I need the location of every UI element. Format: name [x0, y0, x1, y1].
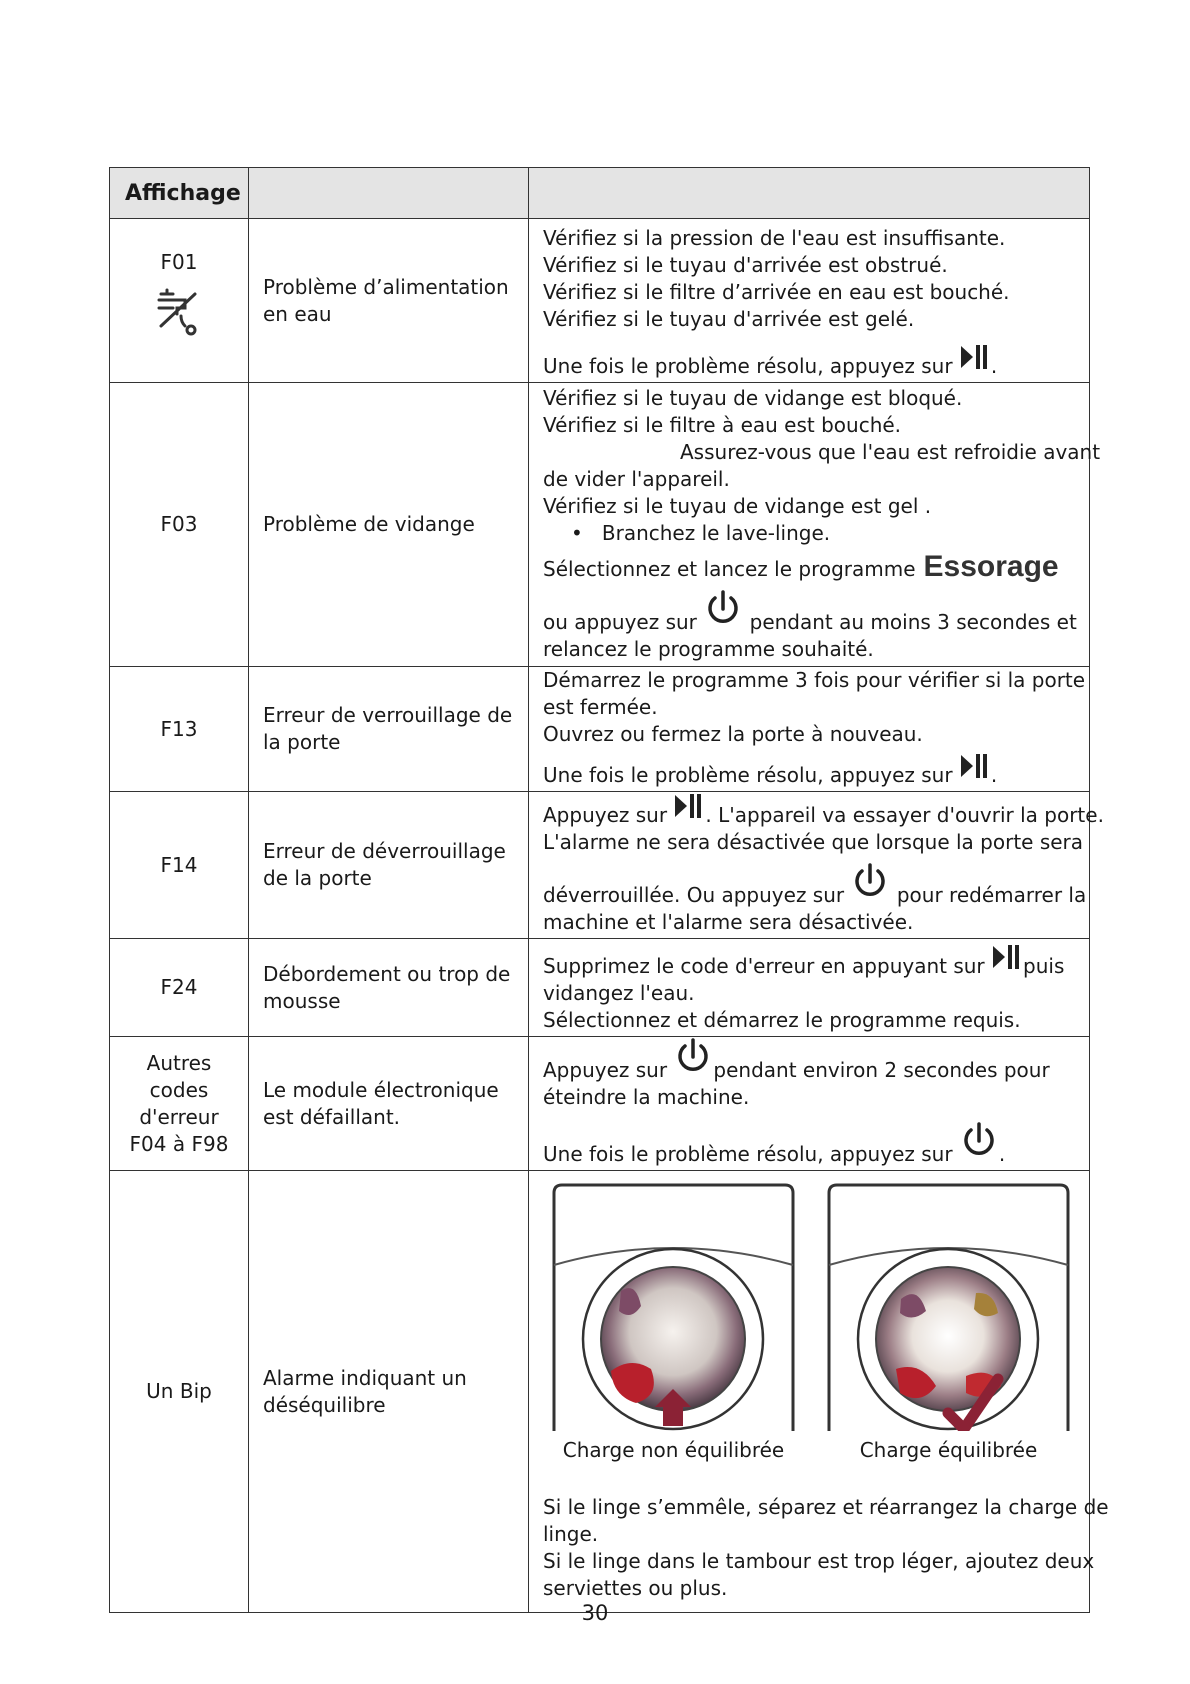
solution-text: pour redémarrer la — [896, 883, 1087, 907]
code-cell: F03 — [110, 383, 249, 667]
error-code-table — [109, 167, 1109, 1613]
balanced-drum-illustration — [826, 1181, 1071, 1431]
essorage-label: Essorage — [923, 550, 1059, 583]
solution-line-with-icon — [543, 943, 1079, 980]
beep-solution-text — [543, 1494, 1109, 1602]
description-cell: Problème de vidange — [249, 383, 529, 667]
table-row-f01 — [110, 219, 1090, 383]
desc-line: Erreur de verrouillage de — [263, 703, 513, 727]
table-row-f03 — [110, 383, 1090, 667]
solution-text: ou appuyez sur — [543, 610, 697, 634]
solution-text: puis — [1023, 954, 1065, 978]
unbalanced-drum-illustration — [551, 1181, 796, 1431]
code-line: codes — [149, 1077, 209, 1102]
solution-text: Sélectionnez et lancez le programme — [543, 557, 916, 581]
water-tap-icon — [110, 286, 248, 345]
code-cell: F24 — [110, 939, 249, 1037]
table-header-row — [110, 168, 1090, 219]
solution-line: Vérifiez si le tuyau de vidange est bloqué. — [543, 386, 963, 410]
solution-line-with-icon — [543, 862, 1087, 909]
solution-line: Assurez-vous que l'eau est refroidie avant — [680, 440, 1101, 464]
solution-cell — [529, 939, 1090, 1037]
solution-cell — [529, 383, 1101, 667]
table-row-other-codes — [110, 1037, 1090, 1171]
solution-line: serviettes ou plus. — [543, 1576, 728, 1600]
code-cell: F13 — [110, 667, 249, 792]
desc-line: Erreur de déverrouillage — [263, 839, 506, 863]
play-pause-icon — [991, 943, 1023, 980]
solution-line: linge. — [543, 1522, 599, 1546]
code-cell — [110, 1037, 249, 1171]
solution-line: Vérifiez si le tuyau d'arrivée est gelé. — [543, 307, 915, 331]
solution-bullet-line — [543, 520, 1079, 547]
header-description — [249, 168, 529, 219]
description-cell — [249, 1037, 529, 1171]
unbalanced-caption: Charge non équilibrée — [562, 1438, 785, 1462]
solution-cell — [529, 1171, 1109, 1613]
desc-line: en eau — [263, 301, 332, 326]
table-row-f13 — [110, 667, 1090, 792]
play-pause-icon — [673, 792, 705, 829]
play-pause-icon — [959, 343, 991, 380]
solution-text: pendant environ 2 secondes pour — [713, 1058, 1050, 1082]
solution-text: Supprimez le code d'erreur en appuyant sur — [543, 954, 985, 978]
solution-cell — [529, 219, 1090, 383]
solution-text: Appuyez sur — [543, 1058, 668, 1082]
solution-line-with-label — [543, 550, 1079, 583]
solution-line: vidangez l'eau. — [543, 981, 695, 1005]
error-code: F01 — [160, 249, 198, 274]
solution-line: Vérifiez si la pression de l'eau est insuffisante. — [543, 226, 1006, 250]
header-affichage: Affichage — [110, 168, 249, 219]
solution-text: Une fois le problème résolu, appuyez sur — [543, 763, 953, 787]
page-number: 30 — [581, 1601, 609, 1625]
solution-text: déverrouillée. Ou appuyez sur — [543, 883, 845, 907]
desc-line: Le module électronique — [263, 1077, 499, 1102]
solution-line: de vider l'appareil. — [543, 467, 730, 491]
power-icon — [850, 862, 890, 909]
solution-line: Vérifiez si le filtre d’arrivée en eau est bouché. — [543, 280, 1010, 304]
solution-text-end: . — [998, 1142, 1006, 1166]
balanced-load-figure — [826, 1181, 1071, 1464]
desc-line: Débordement ou trop de — [263, 961, 511, 986]
play-pause-icon — [959, 752, 991, 789]
solution-line: Vérifiez si le filtre à eau est bouché. — [543, 413, 902, 437]
solution-text: pendant au moins 3 secondes et — [749, 610, 1077, 634]
solution-cell — [529, 792, 1104, 939]
table-row-f24 — [110, 939, 1090, 1037]
desc-line: Problème d’alimentation — [263, 274, 509, 299]
solution-text: Appuyez sur — [543, 803, 668, 827]
code-line: d'erreur — [139, 1104, 219, 1129]
solution-cell — [529, 1037, 1090, 1171]
solution-text: Une fois le problème résolu, appuyez sur — [543, 1142, 953, 1166]
description-cell — [249, 667, 529, 792]
solution-line: Sélectionnez et démarrez le programme requis. — [543, 1008, 1021, 1032]
solution-line: Vérifiez si le tuyau d'arrivée est obstrué. — [543, 253, 948, 277]
power-icon — [673, 1037, 713, 1084]
description-cell — [249, 219, 529, 383]
solution-line: Ouvrez ou fermez la porte à nouveau. — [543, 722, 923, 746]
code-line: Autres — [146, 1050, 212, 1075]
description-cell — [249, 1171, 529, 1613]
desc-line: déséquilibre — [263, 1392, 386, 1417]
table-row-beep — [110, 1171, 1090, 1613]
code-cell: Un Bip — [110, 1171, 249, 1613]
unbalanced-load-figure — [551, 1181, 796, 1464]
solution-text: Branchez le lave-linge. — [601, 521, 831, 545]
solution-line: Si le linge s’emmêle, séparez et réarrangez la charge de — [543, 1495, 1109, 1519]
solution-line: Vérifiez si le tuyau de vidange est gel . — [543, 494, 932, 518]
solution-line-with-icon — [543, 792, 1104, 829]
code-cell: F14 — [110, 792, 249, 939]
solution-line: est fermée. — [543, 695, 658, 719]
power-icon — [703, 589, 743, 636]
desc-line: est défaillant. — [263, 1104, 401, 1129]
desc-line: de la porte — [263, 866, 372, 890]
power-icon — [959, 1121, 999, 1168]
code-cell — [110, 219, 249, 383]
bullet: • — [571, 521, 583, 545]
solution-text-end: . — [990, 354, 998, 378]
table-row-f14 — [110, 792, 1090, 939]
solution-text: . L'appareil va essayer d'ouvrir la porte. — [705, 803, 1104, 827]
solution-text: Une fois le problème résolu, appuyez sur — [543, 354, 953, 378]
solution-line-with-icon — [543, 589, 1079, 636]
solution-line: machine et l'alarme sera désactivée. — [543, 910, 914, 934]
solution-line: Si le linge dans le tambour est trop léger, ajoutez deux — [543, 1549, 1095, 1573]
description-cell — [249, 939, 529, 1037]
solution-line: éteindre la machine. — [543, 1085, 750, 1109]
header-solution — [529, 168, 1090, 219]
solution-line-with-icon — [543, 1037, 1079, 1084]
desc-line: Alarme indiquant un — [263, 1365, 467, 1390]
solution-cell — [529, 667, 1090, 792]
solution-line-with-icon — [543, 752, 1079, 789]
balance-figures — [551, 1181, 1079, 1464]
solution-line-with-icon — [543, 343, 1079, 380]
solution-line: Démarrez le programme 3 fois pour vérifier si la porte — [543, 668, 1086, 692]
solution-line-with-icon — [543, 1121, 1079, 1168]
solution-line: L'alarme ne sera désactivée que lorsque la porte sera — [543, 830, 1084, 854]
desc-line: la porte — [263, 730, 341, 754]
solution-line: relancez le programme souhaité. — [543, 637, 874, 661]
description-cell — [249, 792, 529, 939]
desc-line: mousse — [263, 988, 341, 1013]
balanced-caption: Charge équilibrée — [859, 1438, 1038, 1462]
code-line: F04 à F98 — [129, 1131, 229, 1156]
solution-text-end: . — [990, 763, 998, 787]
